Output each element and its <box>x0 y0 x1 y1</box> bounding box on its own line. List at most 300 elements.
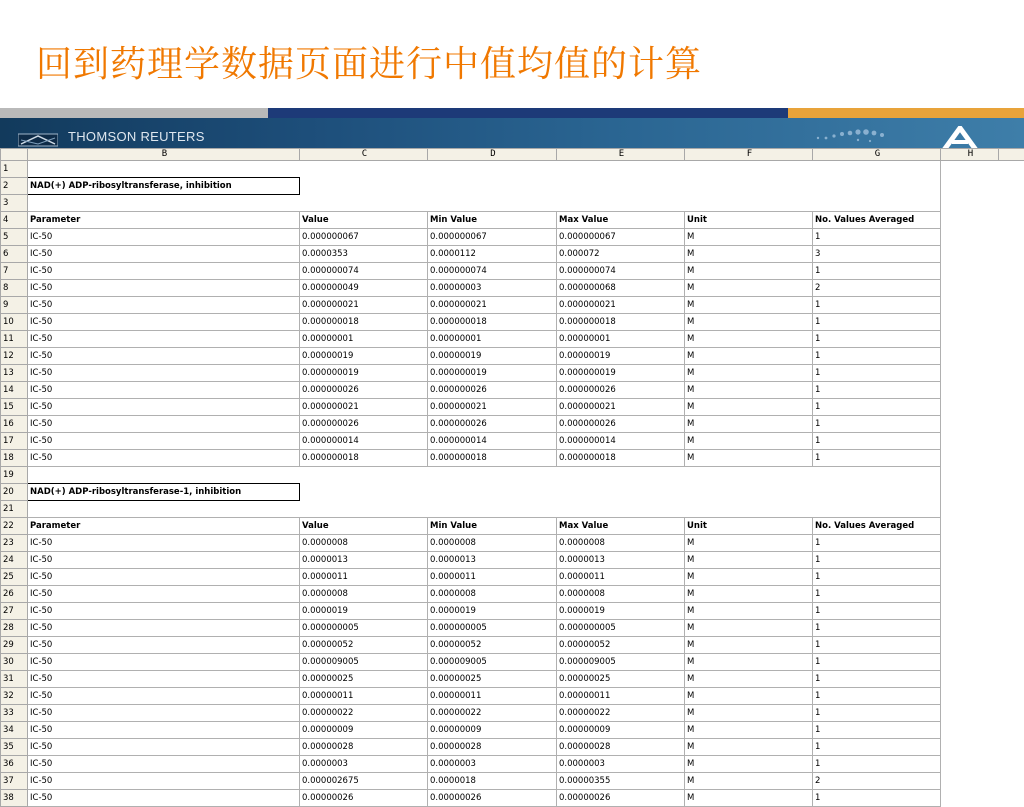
data-cell[interactable]: M <box>685 297 813 314</box>
data-cell[interactable]: M <box>685 688 813 705</box>
empty-cell[interactable] <box>941 773 999 790</box>
row-header[interactable]: 23 <box>1 535 28 552</box>
data-cell[interactable]: 0.000000005 <box>557 620 685 637</box>
data-cell[interactable]: 1 <box>813 382 941 399</box>
empty-cell[interactable] <box>557 501 685 518</box>
empty-cell[interactable] <box>999 535 1024 552</box>
data-cell[interactable]: 0.000000067 <box>428 229 557 246</box>
data-cell[interactable]: 1 <box>813 671 941 688</box>
data-cell[interactable]: 0.000000018 <box>557 314 685 331</box>
empty-cell[interactable] <box>941 280 999 297</box>
empty-cell[interactable] <box>941 790 999 807</box>
data-cell[interactable]: 0.0000019 <box>428 603 557 620</box>
data-cell[interactable]: IC-50 <box>28 671 300 688</box>
data-cell[interactable]: M <box>685 229 813 246</box>
empty-cell[interactable] <box>941 450 999 467</box>
data-cell[interactable]: M <box>685 739 813 756</box>
empty-cell[interactable] <box>999 195 1024 212</box>
empty-cell[interactable] <box>941 722 999 739</box>
data-cell[interactable]: 0.00000022 <box>428 705 557 722</box>
data-cell[interactable]: 1 <box>813 688 941 705</box>
data-cell[interactable]: IC-50 <box>28 790 300 807</box>
data-cell[interactable]: IC-50 <box>28 722 300 739</box>
data-cell[interactable]: M <box>685 280 813 297</box>
data-cell[interactable]: 0.0000011 <box>428 569 557 586</box>
data-cell[interactable]: 0.00000355 <box>557 773 685 790</box>
empty-cell[interactable] <box>999 501 1024 518</box>
empty-cell[interactable] <box>685 178 813 195</box>
data-cell[interactable]: 1 <box>813 620 941 637</box>
row-header[interactable]: 35 <box>1 739 28 756</box>
empty-cell[interactable] <box>941 467 999 484</box>
empty-cell[interactable] <box>941 229 999 246</box>
empty-cell[interactable] <box>941 161 999 178</box>
data-cell[interactable]: 0.00000019 <box>428 348 557 365</box>
data-cell[interactable]: 0.000000026 <box>300 382 428 399</box>
data-cell[interactable]: M <box>685 705 813 722</box>
data-cell[interactable]: IC-50 <box>28 416 300 433</box>
empty-cell[interactable] <box>941 484 999 501</box>
empty-cell[interactable] <box>999 484 1024 501</box>
data-cell[interactable]: M <box>685 416 813 433</box>
row-header[interactable]: 9 <box>1 297 28 314</box>
data-cell[interactable]: 0.0000013 <box>300 552 428 569</box>
column-header-d[interactable]: D <box>428 149 557 161</box>
data-cell[interactable]: 0.000000019 <box>300 365 428 382</box>
data-cell[interactable]: 0.000000021 <box>300 399 428 416</box>
empty-cell[interactable] <box>999 654 1024 671</box>
row-header[interactable]: 38 <box>1 790 28 807</box>
empty-cell[interactable] <box>428 161 557 178</box>
empty-cell[interactable] <box>999 637 1024 654</box>
data-cell[interactable]: 0.0000019 <box>300 603 428 620</box>
empty-cell[interactable] <box>557 467 685 484</box>
empty-cell[interactable] <box>685 484 813 501</box>
empty-cell[interactable] <box>999 314 1024 331</box>
data-cell[interactable]: 0.000009005 <box>428 654 557 671</box>
empty-cell[interactable] <box>999 399 1024 416</box>
data-cell[interactable]: IC-50 <box>28 705 300 722</box>
data-cell[interactable]: 0.0000008 <box>557 535 685 552</box>
empty-cell[interactable] <box>941 365 999 382</box>
row-header[interactable]: 17 <box>1 433 28 450</box>
empty-cell[interactable] <box>28 195 300 212</box>
data-cell[interactable]: 0.00000025 <box>557 671 685 688</box>
empty-cell[interactable] <box>999 263 1024 280</box>
data-cell[interactable]: 0.000000018 <box>428 450 557 467</box>
data-cell[interactable]: 0.000000026 <box>428 416 557 433</box>
data-cell[interactable]: 0.00000028 <box>428 739 557 756</box>
data-cell[interactable]: 0.00000009 <box>300 722 428 739</box>
data-cell[interactable]: 1 <box>813 569 941 586</box>
row-header[interactable]: 26 <box>1 586 28 603</box>
section-title-cell[interactable]: NAD(+) ADP-ribosyltransferase-1, inhibition <box>28 484 300 501</box>
empty-cell[interactable] <box>428 501 557 518</box>
row-header[interactable]: 37 <box>1 773 28 790</box>
empty-cell[interactable] <box>941 416 999 433</box>
data-cell[interactable]: 0.000000021 <box>300 297 428 314</box>
row-header[interactable]: 22 <box>1 518 28 535</box>
data-cell[interactable]: IC-50 <box>28 331 300 348</box>
column-label-cell[interactable]: No. Values Averaged <box>813 518 941 535</box>
data-cell[interactable]: 1 <box>813 399 941 416</box>
data-cell[interactable]: M <box>685 450 813 467</box>
data-cell[interactable]: M <box>685 331 813 348</box>
data-cell[interactable]: 0.000002675 <box>300 773 428 790</box>
empty-cell[interactable] <box>941 603 999 620</box>
data-cell[interactable]: 0.00000011 <box>428 688 557 705</box>
data-cell[interactable]: 0.00000026 <box>300 790 428 807</box>
empty-cell[interactable] <box>999 178 1024 195</box>
data-cell[interactable]: 0.000000021 <box>557 297 685 314</box>
empty-cell[interactable] <box>428 178 557 195</box>
column-label-cell[interactable]: Min Value <box>428 518 557 535</box>
row-header[interactable]: 4 <box>1 212 28 229</box>
empty-cell[interactable] <box>999 688 1024 705</box>
row-header[interactable]: 20 <box>1 484 28 501</box>
empty-cell[interactable] <box>28 501 300 518</box>
empty-cell[interactable] <box>941 178 999 195</box>
data-cell[interactable]: 1 <box>813 314 941 331</box>
data-cell[interactable]: M <box>685 654 813 671</box>
data-cell[interactable]: 0.000000074 <box>300 263 428 280</box>
data-cell[interactable]: 0.000000074 <box>428 263 557 280</box>
data-cell[interactable]: 0.000000026 <box>300 416 428 433</box>
empty-cell[interactable] <box>941 569 999 586</box>
empty-cell[interactable] <box>999 229 1024 246</box>
empty-cell[interactable] <box>941 586 999 603</box>
empty-cell[interactable] <box>999 671 1024 688</box>
row-header[interactable]: 6 <box>1 246 28 263</box>
data-cell[interactable]: 1 <box>813 365 941 382</box>
data-cell[interactable]: 0.000000018 <box>557 450 685 467</box>
empty-cell[interactable] <box>941 671 999 688</box>
data-cell[interactable]: 0.00000019 <box>557 348 685 365</box>
data-cell[interactable]: 0.000000018 <box>300 450 428 467</box>
data-cell[interactable]: 1 <box>813 603 941 620</box>
row-header[interactable]: 28 <box>1 620 28 637</box>
data-cell[interactable]: IC-50 <box>28 739 300 756</box>
empty-cell[interactable] <box>941 331 999 348</box>
row-header[interactable]: 13 <box>1 365 28 382</box>
empty-cell[interactable] <box>999 603 1024 620</box>
empty-cell[interactable] <box>685 467 813 484</box>
data-cell[interactable]: 0.0000353 <box>300 246 428 263</box>
row-header[interactable]: 30 <box>1 654 28 671</box>
data-cell[interactable]: 1 <box>813 790 941 807</box>
data-cell[interactable]: 0.0000003 <box>428 756 557 773</box>
empty-cell[interactable] <box>941 195 999 212</box>
data-cell[interactable]: M <box>685 535 813 552</box>
data-cell[interactable]: M <box>685 637 813 654</box>
data-cell[interactable]: 0.0000019 <box>557 603 685 620</box>
column-header-c[interactable]: C <box>300 149 428 161</box>
data-cell[interactable]: 0.00000026 <box>557 790 685 807</box>
row-header[interactable]: 15 <box>1 399 28 416</box>
empty-cell[interactable] <box>941 739 999 756</box>
empty-cell[interactable] <box>813 484 941 501</box>
row-header[interactable]: 8 <box>1 280 28 297</box>
empty-cell[interactable] <box>813 467 941 484</box>
data-cell[interactable]: IC-50 <box>28 433 300 450</box>
empty-cell[interactable] <box>557 161 685 178</box>
row-header[interactable]: 5 <box>1 229 28 246</box>
row-header[interactable]: 18 <box>1 450 28 467</box>
empty-cell[interactable] <box>999 773 1024 790</box>
data-cell[interactable]: 0.00000025 <box>428 671 557 688</box>
row-header[interactable]: 29 <box>1 637 28 654</box>
column-label-cell[interactable]: Unit <box>685 518 813 535</box>
column-label-cell[interactable]: Unit <box>685 212 813 229</box>
empty-cell[interactable] <box>941 314 999 331</box>
data-cell[interactable]: M <box>685 569 813 586</box>
row-header[interactable]: 21 <box>1 501 28 518</box>
empty-cell[interactable] <box>28 467 300 484</box>
row-header[interactable]: 2 <box>1 178 28 195</box>
data-cell[interactable]: IC-50 <box>28 365 300 382</box>
column-header-b[interactable]: B <box>28 149 300 161</box>
data-cell[interactable]: 0.00000022 <box>557 705 685 722</box>
column-label-cell[interactable]: Max Value <box>557 518 685 535</box>
empty-cell[interactable] <box>999 705 1024 722</box>
data-cell[interactable]: M <box>685 756 813 773</box>
data-cell[interactable]: 0.00000052 <box>300 637 428 654</box>
data-cell[interactable]: IC-50 <box>28 246 300 263</box>
empty-cell[interactable] <box>941 399 999 416</box>
data-cell[interactable]: 0.000000074 <box>557 263 685 280</box>
data-cell[interactable]: M <box>685 399 813 416</box>
data-cell[interactable]: IC-50 <box>28 603 300 620</box>
data-cell[interactable]: IC-50 <box>28 280 300 297</box>
empty-cell[interactable] <box>685 195 813 212</box>
data-cell[interactable]: 0.0000008 <box>557 586 685 603</box>
data-cell[interactable]: 1 <box>813 450 941 467</box>
data-cell[interactable]: 0.000000068 <box>557 280 685 297</box>
row-header[interactable]: 34 <box>1 722 28 739</box>
row-header[interactable]: 27 <box>1 603 28 620</box>
data-cell[interactable]: M <box>685 790 813 807</box>
row-header[interactable]: 19 <box>1 467 28 484</box>
empty-cell[interactable] <box>941 263 999 280</box>
empty-cell[interactable] <box>300 161 428 178</box>
empty-cell[interactable] <box>999 161 1024 178</box>
empty-cell[interactable] <box>999 756 1024 773</box>
data-cell[interactable]: M <box>685 620 813 637</box>
empty-cell[interactable] <box>813 178 941 195</box>
data-cell[interactable]: 0.00000001 <box>300 331 428 348</box>
data-cell[interactable]: M <box>685 348 813 365</box>
data-cell[interactable]: 0.000072 <box>557 246 685 263</box>
data-cell[interactable]: 1 <box>813 348 941 365</box>
empty-cell[interactable] <box>28 161 300 178</box>
empty-cell[interactable] <box>941 705 999 722</box>
data-cell[interactable]: 0.00000019 <box>300 348 428 365</box>
empty-cell[interactable] <box>813 195 941 212</box>
data-cell[interactable]: 0.00000011 <box>300 688 428 705</box>
empty-cell[interactable] <box>685 161 813 178</box>
empty-cell[interactable] <box>941 552 999 569</box>
data-cell[interactable]: M <box>685 722 813 739</box>
data-cell[interactable]: M <box>685 552 813 569</box>
empty-cell[interactable] <box>557 178 685 195</box>
empty-cell[interactable] <box>941 620 999 637</box>
empty-cell[interactable] <box>941 637 999 654</box>
data-cell[interactable]: 1 <box>813 552 941 569</box>
data-cell[interactable]: 1 <box>813 637 941 654</box>
row-header[interactable]: 10 <box>1 314 28 331</box>
data-cell[interactable]: 0.0000013 <box>428 552 557 569</box>
data-cell[interactable]: 0.000000049 <box>300 280 428 297</box>
data-cell[interactable]: IC-50 <box>28 382 300 399</box>
empty-cell[interactable] <box>941 688 999 705</box>
column-header-g[interactable]: G <box>813 149 941 161</box>
data-cell[interactable]: 0.00000026 <box>428 790 557 807</box>
data-cell[interactable]: IC-50 <box>28 654 300 671</box>
empty-cell[interactable] <box>999 348 1024 365</box>
data-cell[interactable]: 0.000000021 <box>428 399 557 416</box>
empty-cell[interactable] <box>941 348 999 365</box>
data-cell[interactable]: 0.0000013 <box>557 552 685 569</box>
empty-cell[interactable] <box>999 467 1024 484</box>
empty-cell[interactable] <box>557 195 685 212</box>
data-cell[interactable]: 0.0000011 <box>557 569 685 586</box>
section-title-cell[interactable]: NAD(+) ADP-ribosyltransferase, inhibition <box>28 178 300 195</box>
data-cell[interactable]: 0.00000009 <box>428 722 557 739</box>
data-cell[interactable]: 1 <box>813 756 941 773</box>
empty-cell[interactable] <box>941 501 999 518</box>
empty-cell[interactable] <box>685 501 813 518</box>
data-cell[interactable]: 0.000000021 <box>557 399 685 416</box>
data-cell[interactable]: IC-50 <box>28 399 300 416</box>
data-cell[interactable]: 0.000000014 <box>557 433 685 450</box>
data-cell[interactable]: IC-50 <box>28 552 300 569</box>
empty-cell[interactable] <box>999 416 1024 433</box>
empty-cell[interactable] <box>999 739 1024 756</box>
empty-cell[interactable] <box>941 382 999 399</box>
data-cell[interactable]: 0.00000028 <box>300 739 428 756</box>
column-label-cell[interactable]: Min Value <box>428 212 557 229</box>
data-cell[interactable]: 0.0000008 <box>428 535 557 552</box>
data-cell[interactable]: 0.0000112 <box>428 246 557 263</box>
empty-cell[interactable] <box>999 297 1024 314</box>
data-cell[interactable]: IC-50 <box>28 637 300 654</box>
data-cell[interactable]: 0.000000018 <box>428 314 557 331</box>
data-cell[interactable]: 0.00000028 <box>557 739 685 756</box>
empty-cell[interactable] <box>999 552 1024 569</box>
data-cell[interactable]: 0.000000026 <box>428 382 557 399</box>
data-cell[interactable]: M <box>685 382 813 399</box>
data-cell[interactable]: 0.00000052 <box>557 637 685 654</box>
data-cell[interactable]: 0.00000052 <box>428 637 557 654</box>
data-cell[interactable]: 0.00000003 <box>428 280 557 297</box>
column-header-i[interactable] <box>999 149 1024 161</box>
data-cell[interactable]: IC-50 <box>28 263 300 280</box>
data-cell[interactable]: 3 <box>813 246 941 263</box>
empty-cell[interactable] <box>941 535 999 552</box>
data-cell[interactable]: 0.00000025 <box>300 671 428 688</box>
data-cell[interactable]: IC-50 <box>28 348 300 365</box>
data-cell[interactable]: 1 <box>813 535 941 552</box>
data-cell[interactable]: IC-50 <box>28 569 300 586</box>
empty-cell[interactable] <box>941 212 999 229</box>
data-cell[interactable]: 0.0000008 <box>300 535 428 552</box>
empty-cell[interactable] <box>999 450 1024 467</box>
empty-cell[interactable] <box>999 569 1024 586</box>
data-cell[interactable]: M <box>685 773 813 790</box>
empty-cell[interactable] <box>999 620 1024 637</box>
data-cell[interactable]: 0.000000067 <box>300 229 428 246</box>
select-all-corner[interactable] <box>1 149 28 161</box>
data-cell[interactable]: 0.000000019 <box>428 365 557 382</box>
empty-cell[interactable] <box>941 756 999 773</box>
row-header[interactable]: 25 <box>1 569 28 586</box>
data-cell[interactable]: 1 <box>813 654 941 671</box>
data-cell[interactable]: 0.0000011 <box>300 569 428 586</box>
empty-cell[interactable] <box>300 195 428 212</box>
data-cell[interactable]: IC-50 <box>28 229 300 246</box>
data-cell[interactable]: M <box>685 603 813 620</box>
empty-cell[interactable] <box>557 484 685 501</box>
empty-cell[interactable] <box>428 484 557 501</box>
data-cell[interactable]: 1 <box>813 722 941 739</box>
empty-cell[interactable] <box>941 654 999 671</box>
row-header[interactable]: 16 <box>1 416 28 433</box>
data-cell[interactable]: 0.00000001 <box>557 331 685 348</box>
row-header[interactable]: 32 <box>1 688 28 705</box>
column-header-f[interactable]: F <box>685 149 813 161</box>
data-cell[interactable]: 0.000009005 <box>300 654 428 671</box>
row-header[interactable]: 3 <box>1 195 28 212</box>
data-cell[interactable]: 1 <box>813 586 941 603</box>
data-cell[interactable]: IC-50 <box>28 586 300 603</box>
data-cell[interactable]: 0.000000019 <box>557 365 685 382</box>
data-cell[interactable]: M <box>685 365 813 382</box>
column-label-cell[interactable]: Parameter <box>28 212 300 229</box>
empty-cell[interactable] <box>300 178 428 195</box>
data-cell[interactable]: 0.000000014 <box>300 433 428 450</box>
data-cell[interactable]: M <box>685 263 813 280</box>
row-header[interactable]: 36 <box>1 756 28 773</box>
data-cell[interactable]: 1 <box>813 297 941 314</box>
row-header[interactable]: 31 <box>1 671 28 688</box>
row-header[interactable]: 1 <box>1 161 28 178</box>
column-label-cell[interactable]: Max Value <box>557 212 685 229</box>
empty-cell[interactable] <box>941 297 999 314</box>
data-cell[interactable]: 1 <box>813 331 941 348</box>
empty-cell[interactable] <box>300 467 428 484</box>
empty-cell[interactable] <box>813 161 941 178</box>
data-cell[interactable]: 0.000000014 <box>428 433 557 450</box>
data-cell[interactable]: 1 <box>813 739 941 756</box>
data-cell[interactable]: IC-50 <box>28 297 300 314</box>
empty-cell[interactable] <box>999 331 1024 348</box>
empty-cell[interactable] <box>999 365 1024 382</box>
row-header[interactable]: 14 <box>1 382 28 399</box>
data-cell[interactable]: 2 <box>813 280 941 297</box>
empty-cell[interactable] <box>999 518 1024 535</box>
data-cell[interactable]: M <box>685 586 813 603</box>
row-header[interactable]: 12 <box>1 348 28 365</box>
empty-cell[interactable] <box>999 212 1024 229</box>
data-cell[interactable]: 0.000000018 <box>300 314 428 331</box>
data-cell[interactable]: 0.000000005 <box>300 620 428 637</box>
empty-cell[interactable] <box>999 586 1024 603</box>
data-cell[interactable]: IC-50 <box>28 688 300 705</box>
data-cell[interactable]: 0.0000008 <box>300 586 428 603</box>
row-header[interactable]: 7 <box>1 263 28 280</box>
data-cell[interactable]: M <box>685 671 813 688</box>
empty-cell[interactable] <box>941 246 999 263</box>
